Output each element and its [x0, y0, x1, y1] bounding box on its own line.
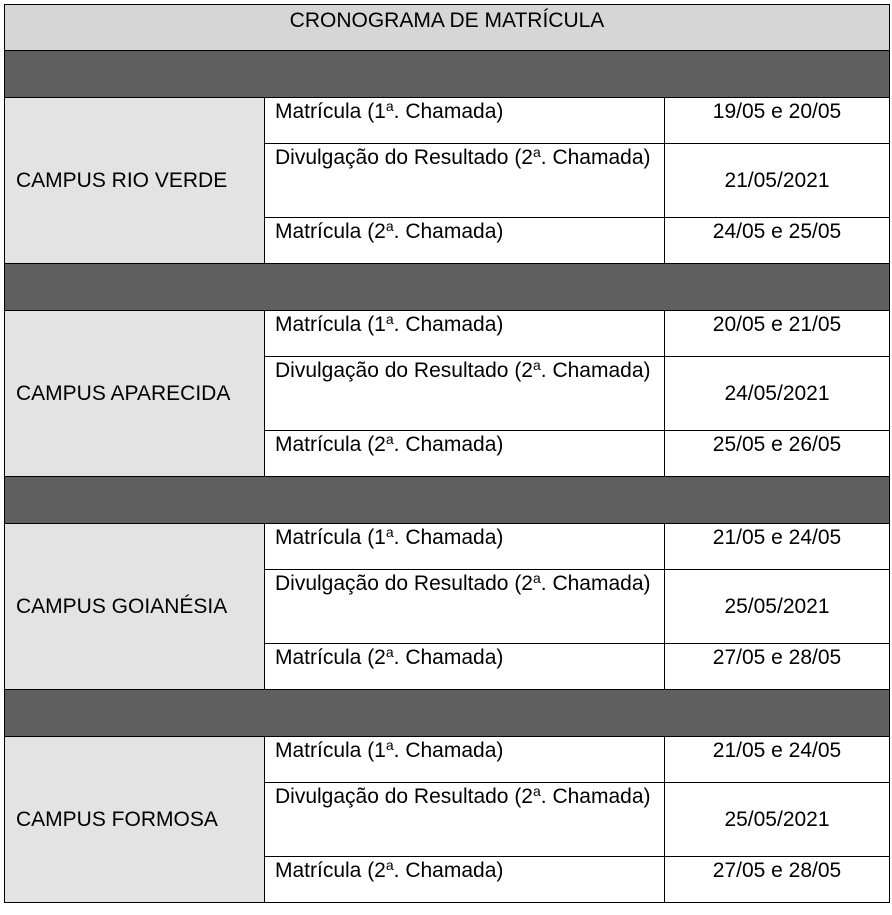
table-row	[5, 737, 890, 783]
separator-bar	[5, 51, 890, 98]
event-label: Matrícula (1$^a$. Chamada)	[265, 524, 665, 570]
event-date: 24/05 e 25/05	[665, 218, 890, 264]
separator-bar	[5, 690, 890, 737]
event-date: 25/05/2021	[665, 570, 890, 644]
separator-bar	[5, 264, 890, 311]
event-date: 20/05 e 21/05	[665, 311, 890, 357]
event-label: Matrícula (2$^a$. Chamada)	[265, 857, 665, 903]
event-date: 27/05 e 28/05	[665, 644, 890, 690]
campus-name: CAMPUS RIO VERDE	[5, 98, 265, 264]
separator-row	[5, 264, 890, 311]
event-date: 25/05 e 26/05	[665, 431, 890, 477]
event-label: Matrícula (2$^a$. Chamada)	[265, 218, 665, 264]
table-row	[5, 98, 890, 144]
event-label: Matrícula (1$^a$. Chamada)	[265, 737, 665, 783]
event-label: Divulgação do Resultado (2$^a$. Chamada)	[265, 144, 665, 218]
event-date: 21/05/2021	[665, 144, 890, 218]
event-label: Divulgação do Resultado (2$^a$. Chamada)	[265, 783, 665, 857]
campus-name: CAMPUS APARECIDA	[5, 311, 265, 477]
campus-name: CAMPUS GOIANÉSIA	[5, 524, 265, 690]
table-row	[5, 524, 890, 570]
event-label: Matrícula (1$^a$. Chamada)	[265, 311, 665, 357]
event-label: Matrícula (2$^a$. Chamada)	[265, 644, 665, 690]
event-date: 21/05 e 24/05	[665, 524, 890, 570]
table-row	[5, 311, 890, 357]
schedule-table	[4, 4, 890, 903]
separator-row	[5, 690, 890, 737]
campus-name: CAMPUS FORMOSA	[5, 737, 265, 903]
event-date: 25/05/2021	[665, 783, 890, 857]
separator-row	[5, 51, 890, 98]
event-label: Divulgação do Resultado (2$^a$. Chamada)	[265, 570, 665, 644]
event-date: 27/05 e 28/05	[665, 857, 890, 903]
event-label: Divulgação do Resultado (2$^a$. Chamada)	[265, 357, 665, 431]
event-date: 19/05 e 20/05	[665, 98, 890, 144]
event-date: 24/05/2021	[665, 357, 890, 431]
event-label: Matrícula (2$^a$. Chamada)	[265, 431, 665, 477]
event-date: 21/05 e 24/05	[665, 737, 890, 783]
event-label: Matrícula (1$^a$. Chamada)	[265, 98, 665, 144]
separator-row	[5, 477, 890, 524]
separator-bar	[5, 477, 890, 524]
title-row	[5, 5, 890, 51]
table-title: CRONOGRAMA DE MATRÍCULA	[5, 5, 890, 51]
